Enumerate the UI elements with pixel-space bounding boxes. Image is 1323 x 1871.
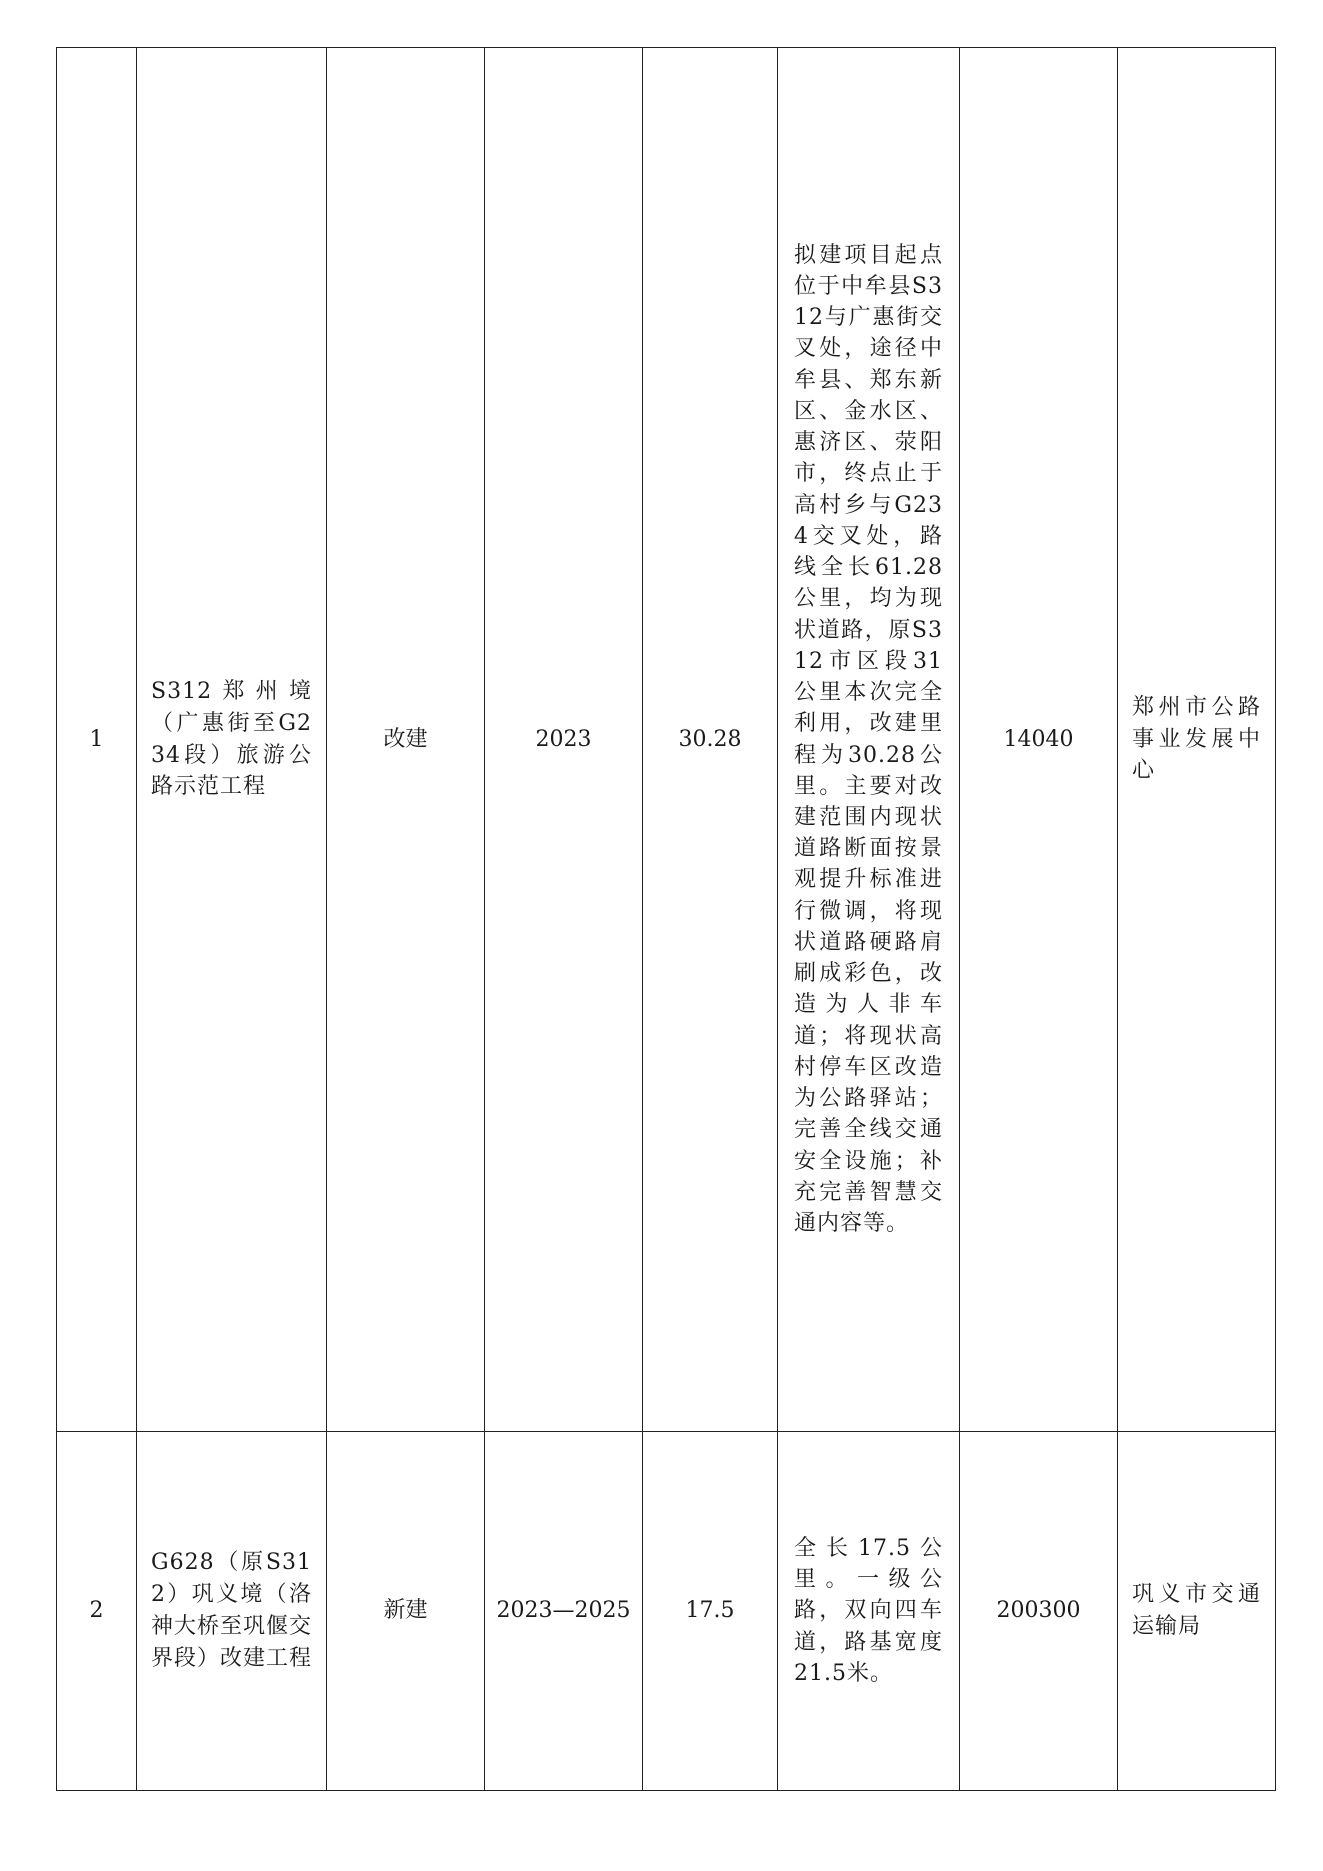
cell-no: 1 <box>57 48 137 1432</box>
cell-investment: 14040 <box>960 48 1118 1432</box>
project-table <box>56 47 1276 1791</box>
cell-description: 全长17.5公里。一级公路，双向四车道，路基宽度21.5米。 <box>778 1432 960 1791</box>
cell-responsible-unit: 巩义市交通运输局 <box>1118 1432 1276 1791</box>
cell-description: 拟建项目起点位于中牟县S312与广惠街交叉处，途径中牟县、郑东新区、金水区、惠济区、荥阳市，终点止于高村乡与G234交叉处，路线全长61.28公里，均为现状道路，原S312市区段31公里本次完全利用，改建里程为30.28公里。主要对改建范围内现状道路断面按景观提升标准进行微调，将现状道路硬路肩刷成彩色，改造为人非车道；将现状高村停车区改造为公路驿站；完善全线交通安全设施；补充完善智慧交通内容等。 <box>778 48 960 1432</box>
cell-length: 17.5 <box>643 1432 778 1791</box>
cell-investment: 200300 <box>960 1432 1118 1791</box>
cell-build-type: 新建 <box>327 1432 485 1791</box>
cell-build-type: 改建 <box>327 48 485 1432</box>
cell-project-name: G628（原S312）巩义境（洛神大桥至巩偃交界段）改建工程 <box>137 1432 327 1791</box>
cell-year: 2023—2025 <box>485 1432 643 1791</box>
table-row <box>57 48 1276 1432</box>
cell-length: 30.28 <box>643 48 778 1432</box>
cell-no: 2 <box>57 1432 137 1791</box>
cell-project-name: S312郑州境（广惠街至G234段）旅游公路示范工程 <box>137 48 327 1432</box>
cell-responsible-unit: 郑州市公路事业发展中心 <box>1118 48 1276 1432</box>
table-row <box>57 1432 1276 1791</box>
cell-year: 2023 <box>485 48 643 1432</box>
